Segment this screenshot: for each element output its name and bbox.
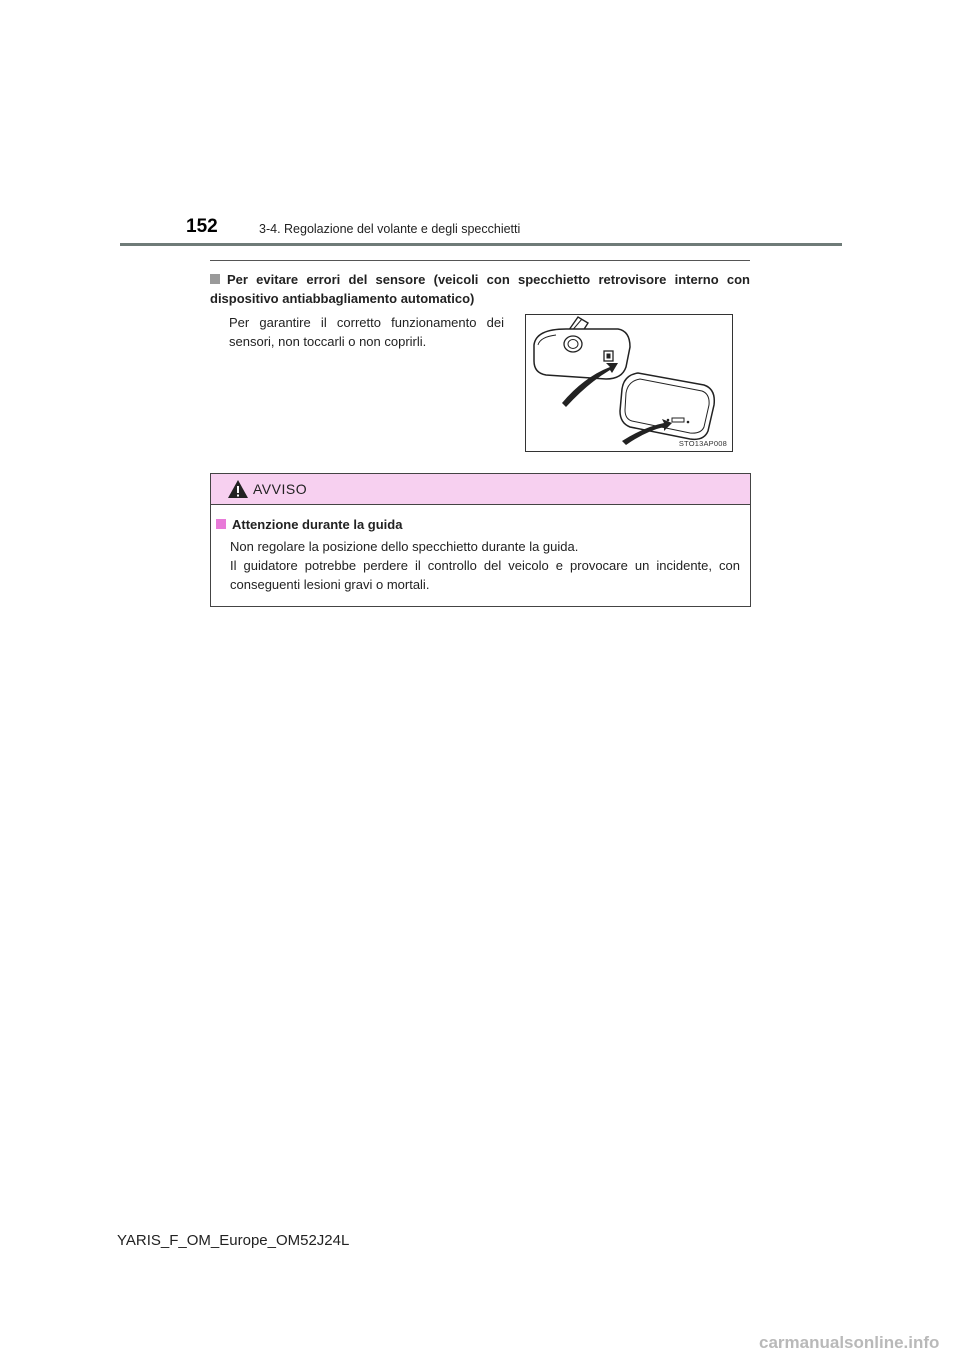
sensor-heading-text: Per evitare errori del sensore (veicoli con specchietto retrovisore interno con dispositivo antiabbagliamento automatico) (210, 272, 750, 306)
warning-paragraph: Il guidatore potrebbe perdere il controllo del veicolo e provocare un incidente, con conseguenti lesioni gravi o mortali. (230, 558, 740, 592)
page-number: 152 (186, 216, 218, 237)
mirror-sensor-drawing (526, 315, 732, 451)
watermark-link[interactable]: carmanualsonline.info (759, 1333, 940, 1352)
document-id: YARIS_F_OM_Europe_OM52J24L (117, 1232, 350, 1249)
warning-header (211, 474, 750, 505)
sensor-heading (210, 270, 750, 308)
warning-item-heading-text: Attenzione durante la guida (232, 517, 403, 532)
warning-triangle-icon (227, 479, 249, 499)
warning-title: AVVISO (253, 481, 308, 497)
section-divider (210, 260, 750, 261)
pink-bullet-square-icon (216, 519, 226, 529)
header-rule (120, 243, 842, 246)
warning-box (210, 473, 751, 607)
warning-text (230, 537, 740, 594)
sensor-body-text: Per garantire il corretto funzionamento dei sensori, non toccarli o non coprirli. (229, 315, 504, 349)
figure-code: STO13AP008 (678, 439, 727, 448)
mirror-illustration (525, 314, 733, 452)
warning-item-heading (216, 517, 402, 532)
warning-paragraph: Non regolare la posizione dello specchietto durante la guida. (230, 539, 579, 554)
section-title: 3-4. Regolazione del volante e degli specchietti (259, 222, 521, 236)
bullet-square-icon (210, 274, 220, 284)
